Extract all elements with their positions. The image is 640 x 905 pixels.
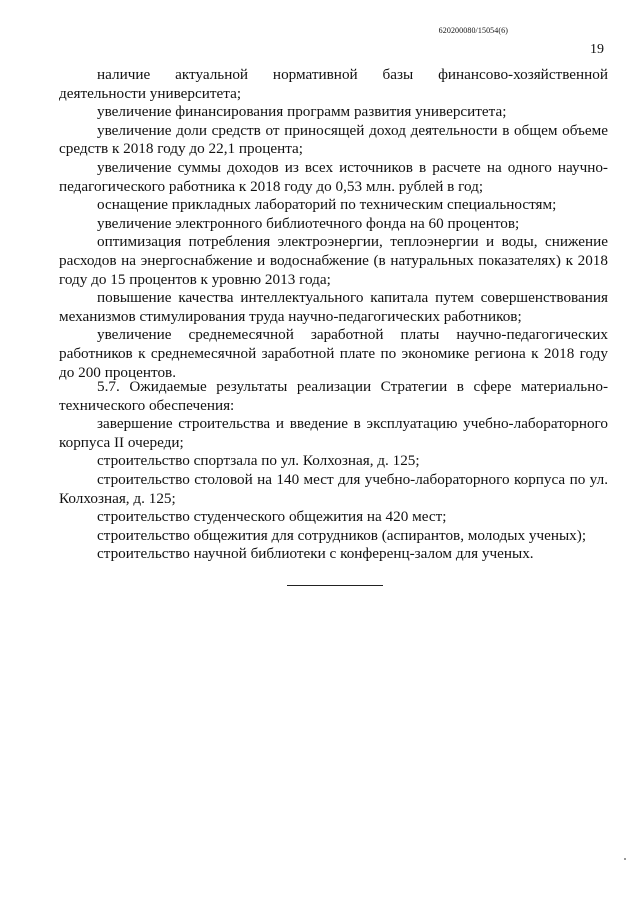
paragraph: строительство общежития для сотрудников (аспирантов, молодых ученых);	[97, 526, 587, 544]
scan-speck	[624, 858, 626, 860]
document-code: 620200080/15054(6)	[438, 26, 508, 35]
paragraph: увеличение электронного библиотечного фонда на 60 процентов;	[97, 214, 520, 232]
closing-divider	[287, 585, 383, 586]
paragraph: повышение качества интеллектуального капитала путем совершенствования механизмов стимулирования труда научно-педагогических работников;	[59, 289, 608, 325]
paragraph: наличие актуальной нормативной базы финансово-хозяйственной деятельности университета;	[59, 66, 608, 102]
section-one-text	[59, 66, 608, 382]
page-number: 19	[590, 42, 604, 57]
paragraph: строительство спортзала по ул. Колхозная, д. 125;	[97, 452, 420, 470]
section-two-text	[59, 378, 608, 564]
section-heading: 5.7. Ожидаемые результаты реализации Стратегии в сфере материально-технического обеспечения:	[59, 378, 608, 414]
paragraph: строительство научной библиотеки с конференц-залом для ученых.	[97, 545, 534, 563]
paragraph: завершение строительства и введение в эксплуатацию учебно-лабораторного корпуса II очереди;	[59, 415, 608, 451]
paragraph: увеличение суммы доходов из всех источников в расчете на одного научно-педагогического работника к 2018 году до 0,53 млн. рублей в год;	[59, 158, 608, 195]
paragraph: оптимизация потребления электроэнергии, теплоэнергии и воды, снижение расходов на энергоснабжение и водоснабжение (в натуральных показателях) к 2018 году до 15 процентов к уровню 2013 года;	[59, 233, 608, 288]
paragraph: увеличение среднемесячной заработной платы научно-педагогических работников к среднемесячной заработной плате по экономике региона к 2018 году до 200 процентов.	[59, 326, 608, 381]
paragraph: увеличение финансирования программ развития университета;	[97, 103, 507, 121]
paragraph: увеличение доли средств от приносящей доход деятельности в общем объеме средств к 2018 году до 22,1 процента;	[59, 121, 608, 158]
paragraph: строительство студенческого общежития на 420 мест;	[97, 508, 447, 526]
paragraph: оснащение прикладных лабораторий по техническим специальностям;	[97, 196, 557, 214]
paragraph: строительство столовой на 140 мест для учебно-лабораторного корпуса по ул. Колхозная, д. 125;	[59, 470, 608, 507]
